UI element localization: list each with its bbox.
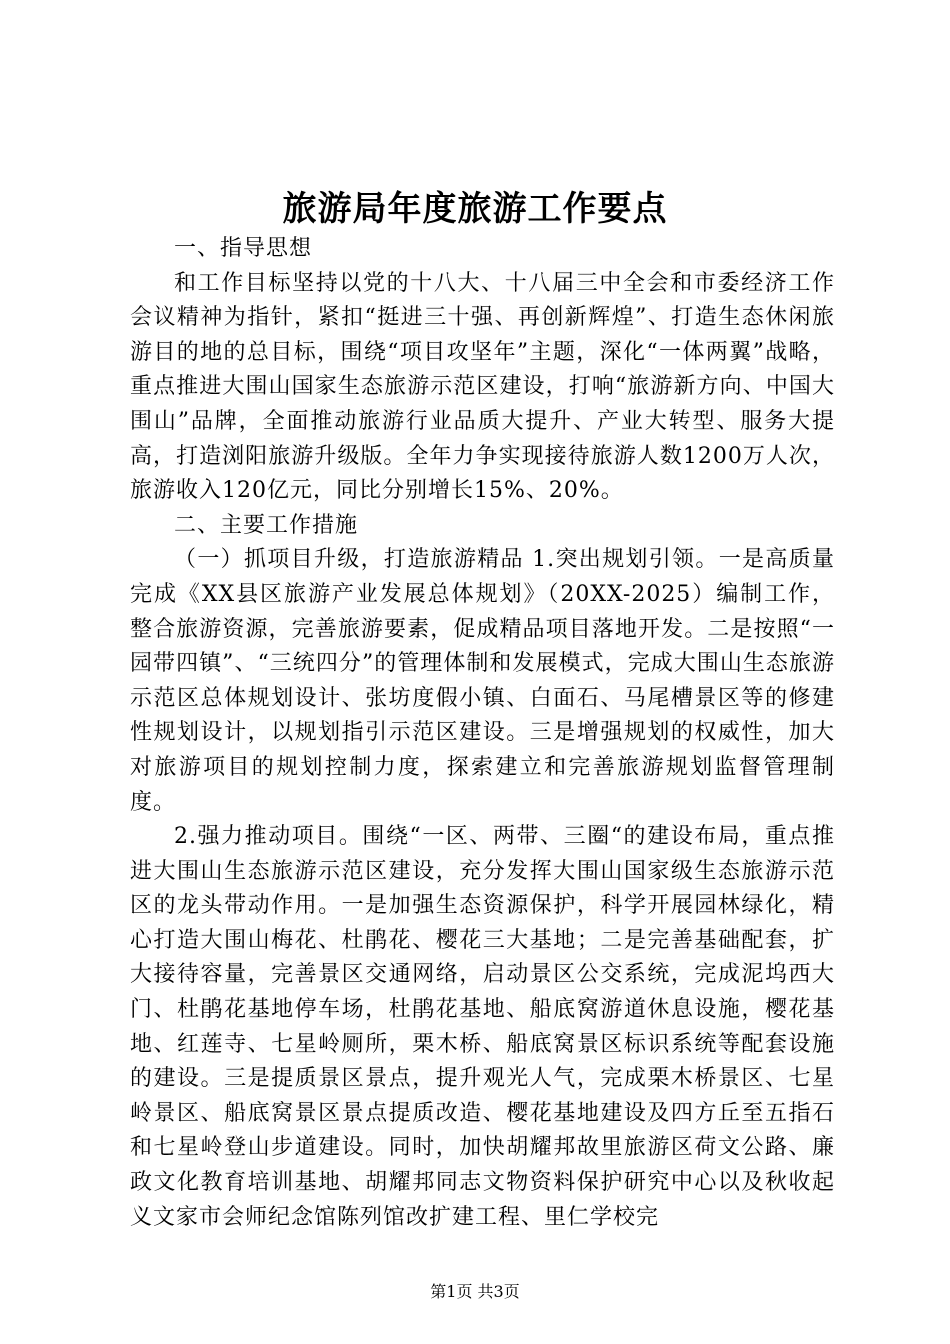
body-paragraph: （一）抓项目升级，打造旅游精品 1.突出规划引领。一是高质量完成《XX县区旅游产业发展总体规划》（20XX-2025）编制工作，整合旅游资源，完善旅游要素，促成精品项目落地开发。二是按照“一园带四镇”、“三统四分”的管理体制和发展模式，完成大围山生态旅游示范区总体规划设计、张坊度假小镇、白面石、马尾槽景区等的修建性规划设计，以规划指引示范区建设。三是增强规划的权威性，加大对旅游项目的规划控制力度，探索建立和完善旅游规划监督管理制度。	[130, 547, 835, 815]
section-heading: 一、指导思想	[174, 236, 313, 261]
document-title: 旅游局年度旅游工作要点	[282, 189, 668, 229]
section-heading: 二、主要工作措施	[174, 512, 359, 538]
document-body	[130, 232, 835, 1235]
body-paragraph: 2.强力推动项目。围绕“一区、两带、三圈“的建设布局，重点推进大围山生态旅游示范区建设，充分发挥大围山国家级生态旅游示范区的龙头带动作用。一是加强生态资源保护，科学开展园林绿化，精心打造大围山梅花、杜鹃花、樱花三大基地；二是完善基础配套，扩大接待容量，完善景区交通网络，启动景区公交系统，完成泥坞西大门、杜鹃花基地停车场，杜鹃花基地、船底窝游道休息设施，樱花基地、红莲寺、七星岭厕所，栗木桥、船底窝景区标识系统等配套设施的建设。三是提质景区景点，提升观光人气，完成栗木桥景区、七星岭景区、船底窝景区景点提质改造、樱花基地建设及四方丘至五指石和七星岭登山步道建设。同时，加快胡耀邦故里旅游区荷文公路、廉政文化教育培训基地、胡耀邦同志文物资料保护研究中心以及秋收起义文家市会师纪念馆陈列馆改扩建工程、里仁学校完	[130, 824, 835, 1230]
body-paragraph: 和工作目标坚持以党的十八大、十八届三中全会和市委经济工作会议精神为指针，紧扣“挺进三十强、再创新辉煌”、打造生态休闲旅游目的地的总目标，围绕“项目攻坚年”主题，深化“一体两翼”战略，重点推进大围山国家生态旅游示范区建设，打响“旅游新方向、中国大围山”品牌，全面推动旅游行业品质大提升、产业大转型、服务大提高，打造浏阳旅游升级版。全年力争实现接待旅游人数1200万人次，旅游收入120亿元，同比分别增长15%、20%。	[130, 270, 835, 504]
page-footer: 第1页 共3页	[430, 1282, 520, 1301]
